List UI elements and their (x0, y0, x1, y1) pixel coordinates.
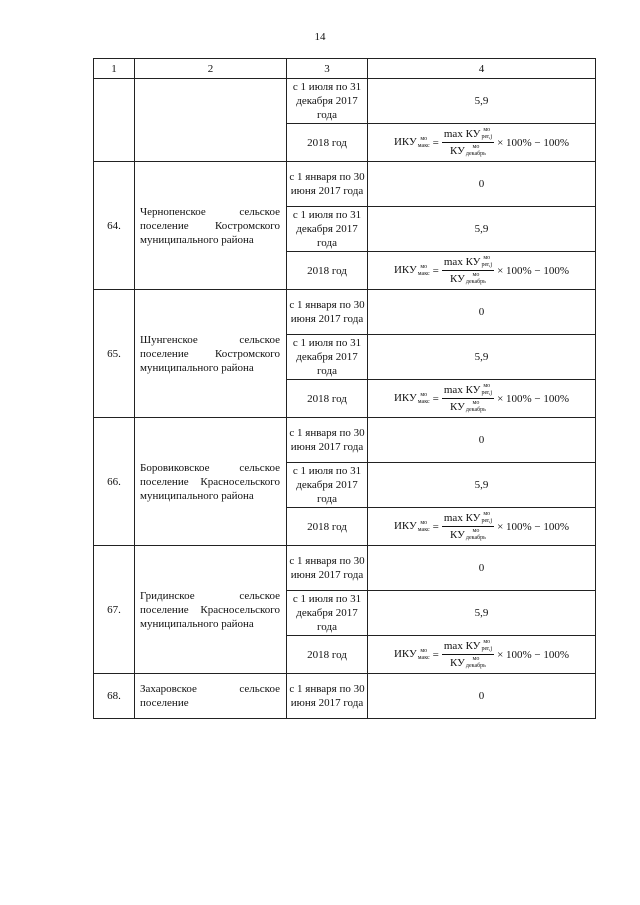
period-cell: 2018 год (287, 636, 368, 674)
table-row (94, 79, 596, 124)
period-cell: с 1 января по 30 июня 2017 года (287, 674, 368, 719)
formula-denominator: КУ мо декабрь (450, 400, 486, 414)
formula-lhs: ИКУ мо макс (393, 647, 430, 661)
index-formula (394, 511, 569, 543)
index-formula (394, 127, 569, 159)
index-formula (394, 639, 569, 671)
page-number: 14 (314, 31, 326, 43)
period-cell: с 1 января по 30 июня 2017 года (287, 162, 368, 207)
value-cell: 5,9 (368, 207, 596, 252)
header-col-4: 4 (368, 59, 596, 79)
formula-fraction (442, 639, 494, 671)
settlement-name-cell: Шунгенское сельское поселение Костромского муниципального района (135, 290, 287, 418)
period-cell: 2018 год (287, 252, 368, 290)
formula-denominator: КУ мо декабрь (450, 528, 486, 542)
row-number-cell: 68. (94, 674, 135, 719)
formula-fraction (442, 127, 494, 159)
formula-cell (368, 252, 596, 290)
table-row (94, 290, 596, 335)
period-cell: с 1 января по 30 июня 2017 года (287, 546, 368, 591)
header-col-3: 3 (287, 59, 368, 79)
period-cell: с 1 июля по 31 декабря 2017 года (287, 335, 368, 380)
formula-denominator: КУ мо декабрь (450, 656, 486, 670)
period-cell: с 1 января по 30 июня 2017 года (287, 290, 368, 335)
formula-lhs: ИКУ мо макс (393, 263, 430, 277)
value-cell: 5,9 (368, 591, 596, 636)
value-cell: 5,9 (368, 335, 596, 380)
value-cell: 5,9 (368, 463, 596, 508)
formula-fraction (442, 255, 494, 287)
formula-equals: = (432, 648, 439, 661)
value-cell: 0 (368, 162, 596, 207)
formula-numerator: max КУ мо per,j (442, 127, 494, 143)
formula-equals: = (432, 264, 439, 277)
formula-cell (368, 508, 596, 546)
formula-tail: × 100% − 100% (497, 392, 570, 405)
period-cell: с 1 июля по 31 декабря 2017 года (287, 207, 368, 252)
period-cell: 2018 год (287, 124, 368, 162)
formula-fraction (442, 511, 494, 543)
index-formula (394, 255, 569, 287)
formula-lhs: ИКУ мо макс (393, 135, 430, 149)
formula-numerator: max КУ мо per,j (442, 255, 494, 271)
row-number-cell: 67. (94, 546, 135, 674)
period-cell: с 1 июля по 31 декабря 2017 года (287, 79, 368, 124)
table-row (94, 162, 596, 207)
formula-denominator: КУ мо декабрь (450, 272, 486, 286)
row-number-cell: 65. (94, 290, 135, 418)
row-number-cell: 66. (94, 418, 135, 546)
formula-tail: × 100% − 100% (497, 136, 570, 149)
header-col-2: 2 (135, 59, 287, 79)
formula-fraction (442, 383, 494, 415)
value-cell: 5,9 (368, 79, 596, 124)
formula-tail: × 100% − 100% (497, 648, 570, 661)
formula-numerator: max КУ мо per,j (442, 383, 494, 399)
row-number-cell: 64. (94, 162, 135, 290)
formula-tail: × 100% − 100% (497, 264, 570, 277)
formula-equals: = (432, 392, 439, 405)
settlement-name-cell: Захаровское сельское поселение (135, 674, 287, 719)
formula-lhs: ИКУ мо макс (393, 391, 430, 405)
value-cell: 0 (368, 290, 596, 335)
table-row (94, 418, 596, 463)
formula-equals: = (432, 136, 439, 149)
formula-numerator: max КУ мо per,j (442, 511, 494, 527)
table-row (94, 546, 596, 591)
table-row (94, 674, 596, 719)
formula-cell (368, 124, 596, 162)
table-header-row (94, 59, 596, 79)
tariff-table (93, 58, 596, 719)
period-cell: с 1 января по 30 июня 2017 года (287, 418, 368, 463)
value-cell: 0 (368, 674, 596, 719)
header-col-1: 1 (94, 59, 135, 79)
settlement-name-cell (135, 79, 287, 162)
formula-tail: × 100% − 100% (497, 520, 570, 533)
value-cell: 0 (368, 418, 596, 463)
value-cell: 0 (368, 546, 596, 591)
formula-cell (368, 380, 596, 418)
formula-lhs: ИКУ мо макс (393, 519, 430, 533)
formula-equals: = (432, 520, 439, 533)
settlement-name-cell: Боровиковское сельское поселение Красносельского муниципального района (135, 418, 287, 546)
settlement-name-cell: Гридинское сельское поселение Красносельского муниципального района (135, 546, 287, 674)
index-formula (394, 383, 569, 415)
row-number-cell (94, 79, 135, 162)
formula-denominator: КУ мо декабрь (450, 144, 486, 158)
formula-cell (368, 636, 596, 674)
period-cell: с 1 июля по 31 декабря 2017 года (287, 463, 368, 508)
formula-numerator: max КУ мо per,j (442, 639, 494, 655)
period-cell: с 1 июля по 31 декабря 2017 года (287, 591, 368, 636)
settlement-name-cell: Чернопенское сельское поселение Костромского муниципального района (135, 162, 287, 290)
period-cell: 2018 год (287, 508, 368, 546)
period-cell: 2018 год (287, 380, 368, 418)
